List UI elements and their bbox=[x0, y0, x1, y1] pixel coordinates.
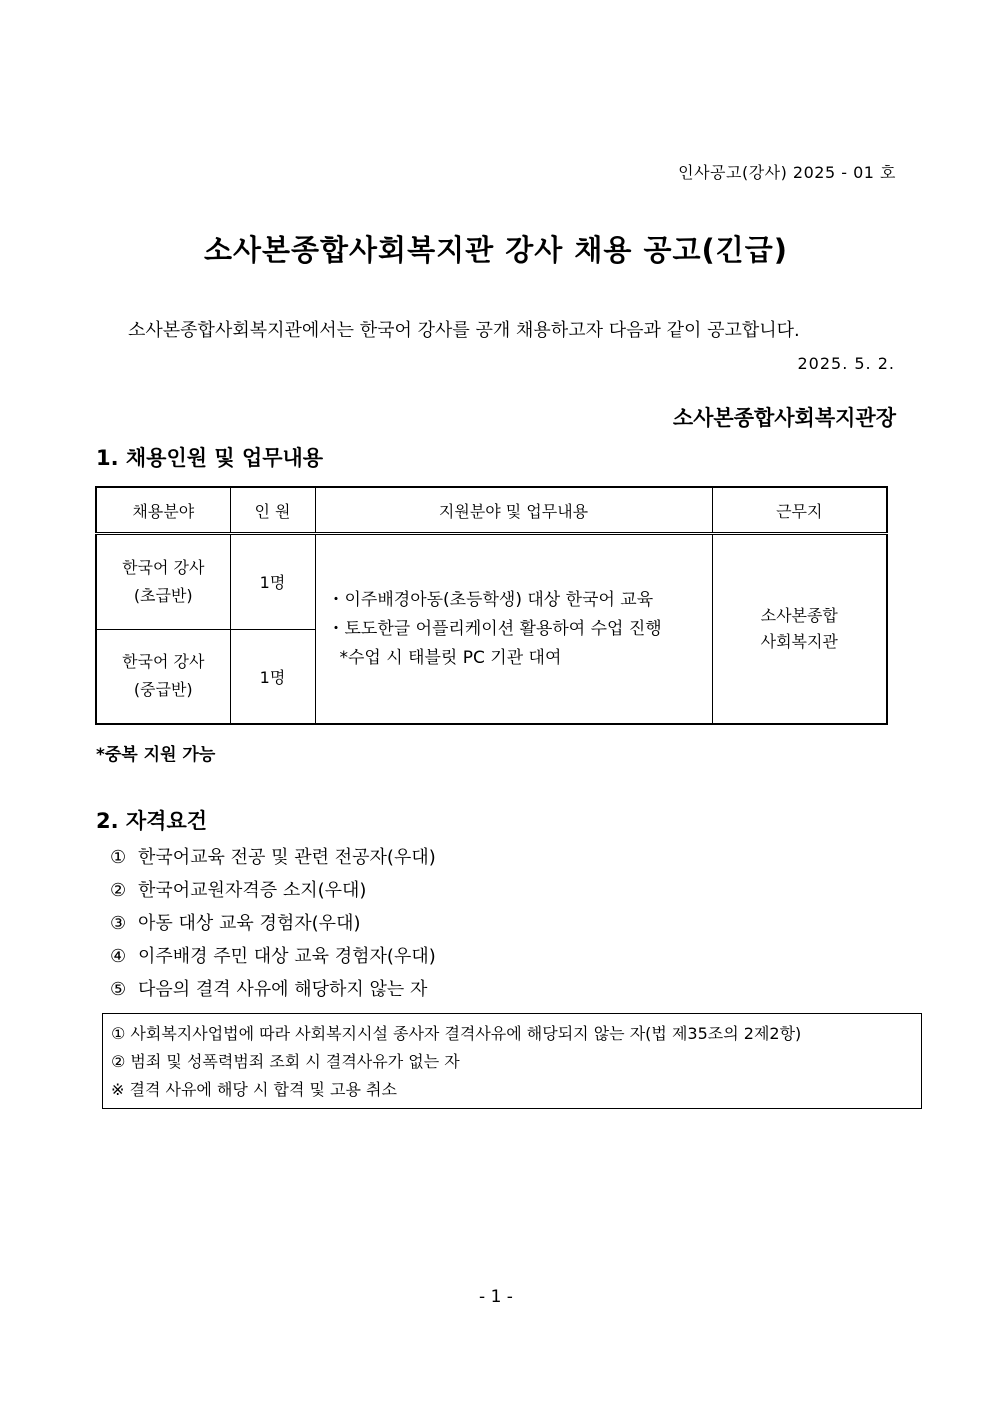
notice-date: 2025. 5. 2. bbox=[797, 354, 895, 373]
count-cell: 1명 bbox=[230, 629, 315, 724]
section-title-qualifications: 2. 자격요건 bbox=[96, 809, 208, 833]
category-level: (중급반) bbox=[133, 680, 193, 700]
item-text: 한국어교육 전공 및 관련 전공자(우대) bbox=[138, 847, 436, 868]
item-text: 다음의 결격 사유에 해당하지 않는 자 bbox=[138, 979, 428, 1000]
workplace-line: 소사본종합 bbox=[760, 606, 838, 625]
list-item bbox=[110, 942, 436, 975]
category-name: 한국어 강사 bbox=[122, 652, 205, 672]
category-cell bbox=[96, 629, 230, 724]
duty-item: ・이주배경아동(초등학생) 대상 한국어 교육 bbox=[327, 589, 654, 610]
list-item bbox=[110, 909, 436, 942]
workplace-line: 사회복지관 bbox=[760, 632, 838, 651]
list-item bbox=[110, 876, 436, 909]
page-number: - 1 - bbox=[479, 1287, 513, 1307]
item-number: ③ bbox=[110, 913, 127, 934]
qualification-list bbox=[110, 843, 436, 1008]
disqualification-box bbox=[102, 1013, 922, 1109]
item-number: ④ bbox=[110, 946, 127, 967]
table-header-row bbox=[96, 487, 887, 534]
duty-item: ・토도한글 어플리케이션 활용하여 수업 진행 bbox=[327, 618, 662, 639]
section-title-recruitment: 1. 채용인원 및 업무내용 bbox=[96, 446, 324, 470]
item-text: 한국어교원자격증 소지(우대) bbox=[138, 880, 367, 901]
category-name: 한국어 강사 bbox=[122, 557, 205, 577]
item-text: 이주배경 주민 대상 교육 경험자(우대) bbox=[138, 946, 436, 967]
category-level: (초급반) bbox=[133, 585, 193, 605]
count-cell: 1명 bbox=[230, 534, 315, 630]
item-number: ② bbox=[110, 880, 127, 901]
duplicate-application-note: *중복 지원 가능 bbox=[96, 745, 216, 765]
header-category: 채용분야 bbox=[96, 487, 230, 534]
header-count: 인 원 bbox=[230, 487, 315, 534]
list-item bbox=[110, 975, 436, 1008]
box-line: ※ 결격 사유에 해당 시 합격 및 고용 취소 bbox=[111, 1080, 397, 1099]
intro-text: 소사본종합사회복지관에서는 한국어 강사를 공개 채용하고자 다음과 같이 공고합니다. bbox=[128, 320, 800, 341]
recruitment-table bbox=[95, 486, 888, 725]
box-line: ② 범죄 및 성폭력범죄 조회 시 결격사유가 없는 자 bbox=[111, 1052, 460, 1071]
item-number: ⑤ bbox=[110, 979, 127, 1000]
table-row bbox=[96, 534, 887, 630]
item-text: 아동 대상 교육 경험자(우대) bbox=[138, 913, 361, 934]
notice-number: 인사공고(강사) 2025 - 01 호 bbox=[678, 163, 896, 182]
signer: 소사본종합사회복지관장 bbox=[672, 406, 896, 430]
category-cell bbox=[96, 534, 230, 630]
header-duties: 지원분야 및 업무내용 bbox=[315, 487, 712, 534]
duties-cell bbox=[315, 534, 712, 725]
header-workplace: 근무지 bbox=[712, 487, 887, 534]
list-item bbox=[110, 843, 436, 876]
workplace-cell bbox=[712, 534, 887, 725]
duty-note: *수업 시 태블릿 PC 기관 대여 bbox=[339, 647, 562, 668]
box-line: ① 사회복지사업법에 따라 사회복지시설 종사자 결격사유에 해당되지 않는 자(법 제35조의 2제2항) bbox=[111, 1024, 802, 1043]
item-number: ① bbox=[110, 847, 127, 868]
page-title: 소사본종합사회복지관 강사 채용 공고(긴급) bbox=[203, 233, 789, 267]
